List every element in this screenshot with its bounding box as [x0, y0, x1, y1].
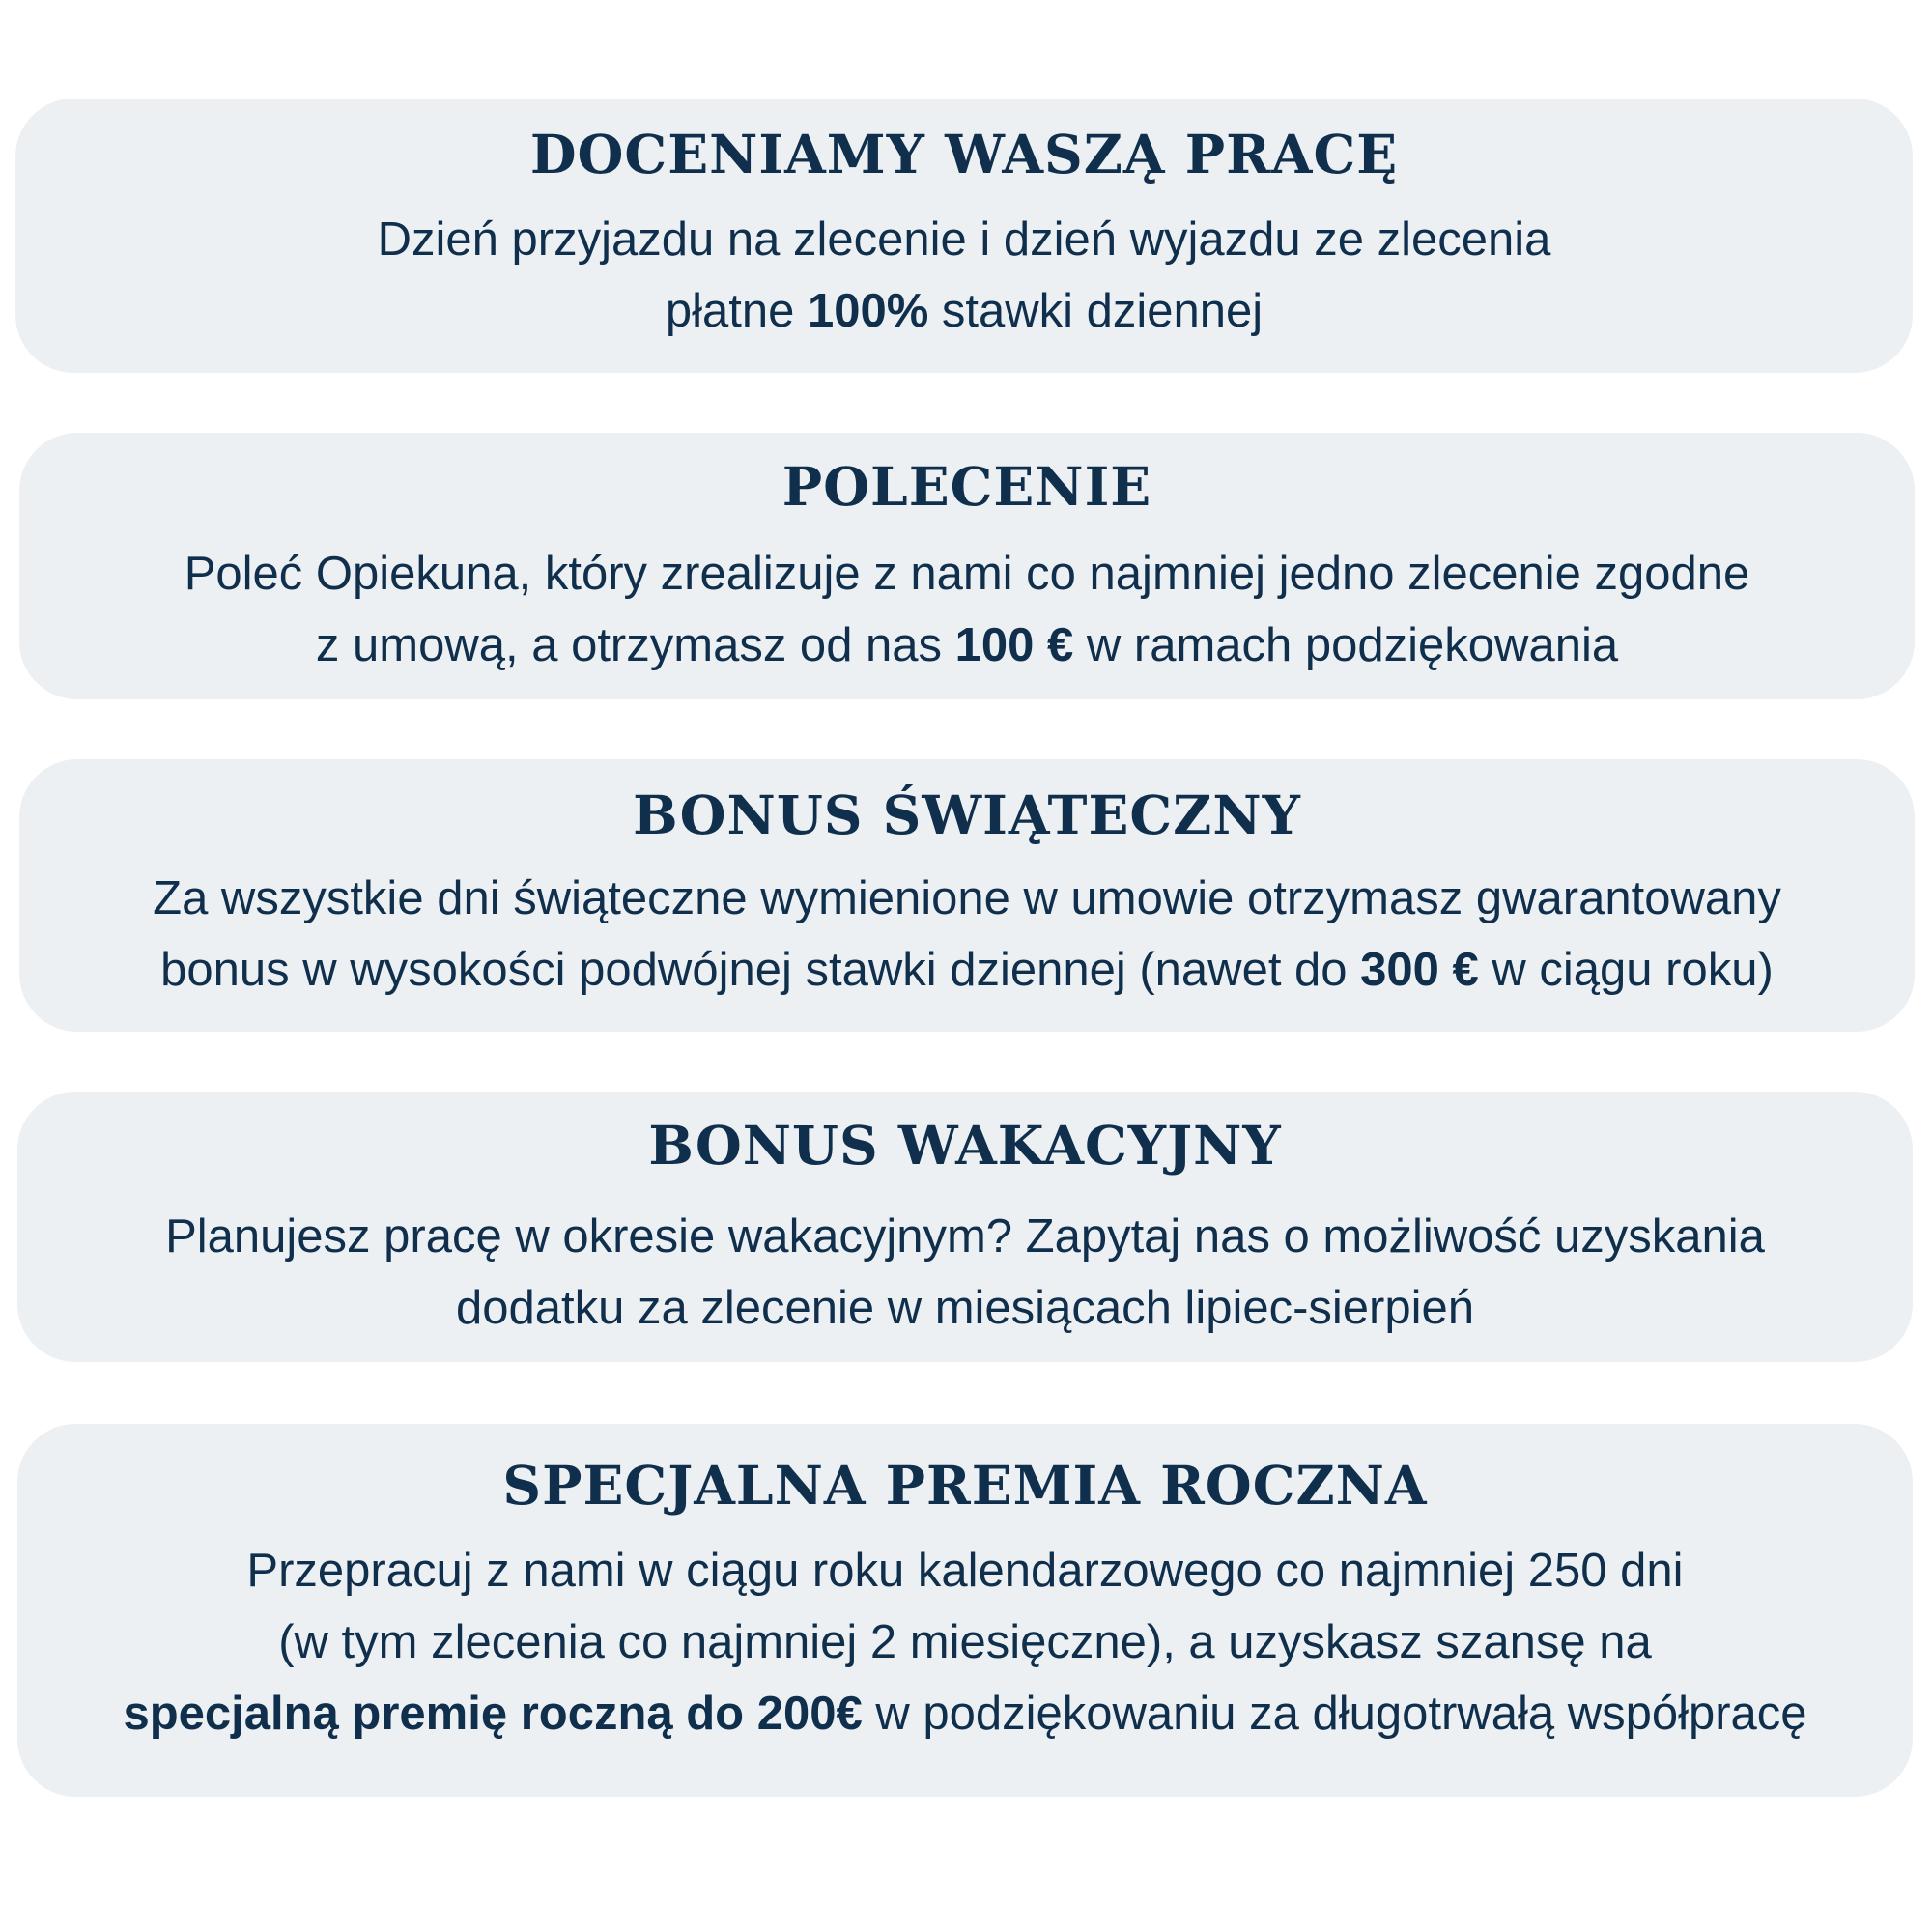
benefit-card-holiday-bonus	[19, 759, 1915, 1032]
highlight-value: specjalną premię roczną do 200€	[123, 1688, 863, 1740]
description-line: specjalną premię roczną do 200€ w podziękowaniu za długotrwałą współpracę	[123, 1688, 1807, 1740]
description-line: Przepracuj z nami w ciągu roku kalendarzowego co najmniej 250 dni	[246, 1545, 1684, 1597]
card-title: POLECENIE	[781, 455, 1152, 518]
highlight-value: 300 €	[1360, 944, 1479, 996]
benefit-card-referral	[19, 433, 1915, 699]
description-line: bonus w wysokości podwójnej stawki dziennej (nawet do 300 € w ciągu roku)	[160, 944, 1774, 996]
card-title: DOCENIAMY WASZĄ PRACĘ	[529, 123, 1399, 185]
card-title: BONUS ŚWIĄTECZNY	[633, 783, 1301, 846]
card-description	[19, 538, 1915, 681]
card-title: SPECJALNA PREMIA ROCZNA	[502, 1454, 1428, 1517]
description-line: (w tym zlecenia co najmniej 2 miesięczne), a uzyskasz szansę na	[278, 1616, 1652, 1668]
description-line: Poleć Opiekuna, który zrealizuje z nami co najmniej jedno zlecenie zgodne	[184, 548, 1750, 600]
card-description	[15, 204, 1913, 347]
description-line: płatne 100% stawki dziennej	[665, 285, 1264, 337]
benefit-card-appreciation	[15, 99, 1913, 373]
card-title: BONUS WAKACYJNY	[648, 1114, 1282, 1177]
description-line: Dzień przyjazdu na zlecenie i dzień wyjazdu ze zlecenia	[377, 213, 1551, 266]
card-description	[17, 1535, 1913, 1749]
description-line: Planujesz pracę w okresie wakacyjnym? Zapytaj nas o możliwość uzyskania	[165, 1210, 1765, 1263]
card-description	[19, 863, 1915, 1006]
description-line: z umową, a otrzymasz od nas 100 € w ramach podziękowania	[315, 619, 1619, 671]
benefit-card-annual-premium	[17, 1424, 1913, 1797]
description-line: dodatku za zlecenie w miesiącach lipiec-sierpień	[455, 1282, 1475, 1334]
description-line: Za wszystkie dni świąteczne wymienione w umowie otrzymasz gwarantowany	[153, 872, 1781, 924]
card-description	[17, 1201, 1913, 1344]
highlight-value: 100 €	[954, 619, 1074, 671]
highlight-value: 100%	[807, 285, 929, 337]
benefit-card-summer-bonus	[17, 1092, 1913, 1362]
